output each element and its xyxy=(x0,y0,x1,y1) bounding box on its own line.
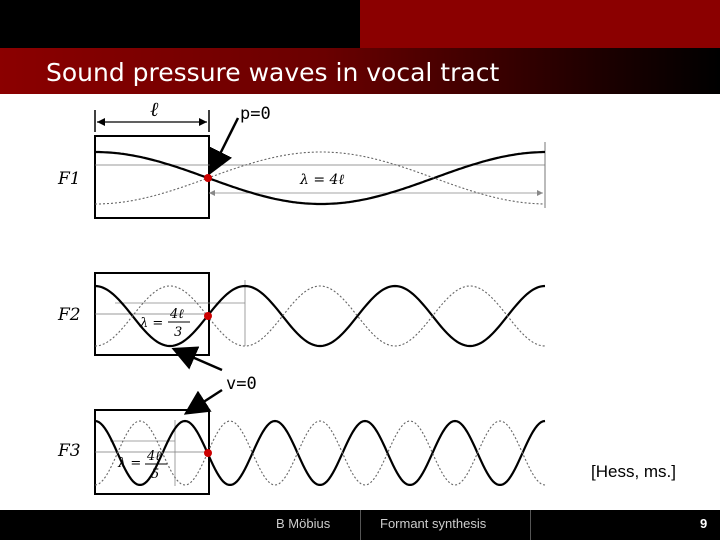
footer-separator xyxy=(530,510,531,540)
wavelength-numerator: 4ℓ xyxy=(147,449,161,464)
footer-separator xyxy=(360,510,361,540)
formant-label: F2 xyxy=(58,305,81,325)
wavelength-denominator: 3 xyxy=(174,325,183,340)
p-zero-arrow xyxy=(212,118,238,170)
length-symbol: ℓ xyxy=(150,97,159,121)
citation: [Hess, ms.] xyxy=(590,462,676,481)
formant-f2-panel xyxy=(57,273,545,355)
p-zero-label: p=0 xyxy=(240,104,271,124)
formant-label: F1 xyxy=(58,169,81,189)
wavelength-lead: λ = xyxy=(140,316,164,331)
page-number: 9 xyxy=(700,516,708,531)
wavelength-denominator: 5 xyxy=(151,467,160,482)
slide-title: Sound pressure waves in vocal tract xyxy=(46,58,500,87)
formant-f3-panel xyxy=(57,410,545,494)
wavelength-label: λ = 4ℓ xyxy=(300,172,345,188)
formant-f1-panel xyxy=(57,136,545,218)
footer-author: B Möbius xyxy=(276,516,331,531)
wavelength-lead: λ = xyxy=(118,456,142,471)
length-dimension xyxy=(95,97,209,132)
formant-label: F3 xyxy=(58,441,81,461)
standing-wave-figure xyxy=(0,94,720,510)
v-zero-arrow-f3 xyxy=(188,390,222,412)
wavelength-numerator: 4ℓ xyxy=(170,307,184,322)
top-band-black xyxy=(0,0,360,48)
v-zero-arrow-f2 xyxy=(176,350,222,370)
pressure-node-marker xyxy=(204,449,212,457)
pressure-node-marker xyxy=(204,312,212,320)
footer-topic: Formant synthesis xyxy=(380,516,487,531)
v-zero-label: v=0 xyxy=(226,374,257,394)
pressure-node-marker xyxy=(204,174,212,182)
top-band-red xyxy=(360,0,720,48)
